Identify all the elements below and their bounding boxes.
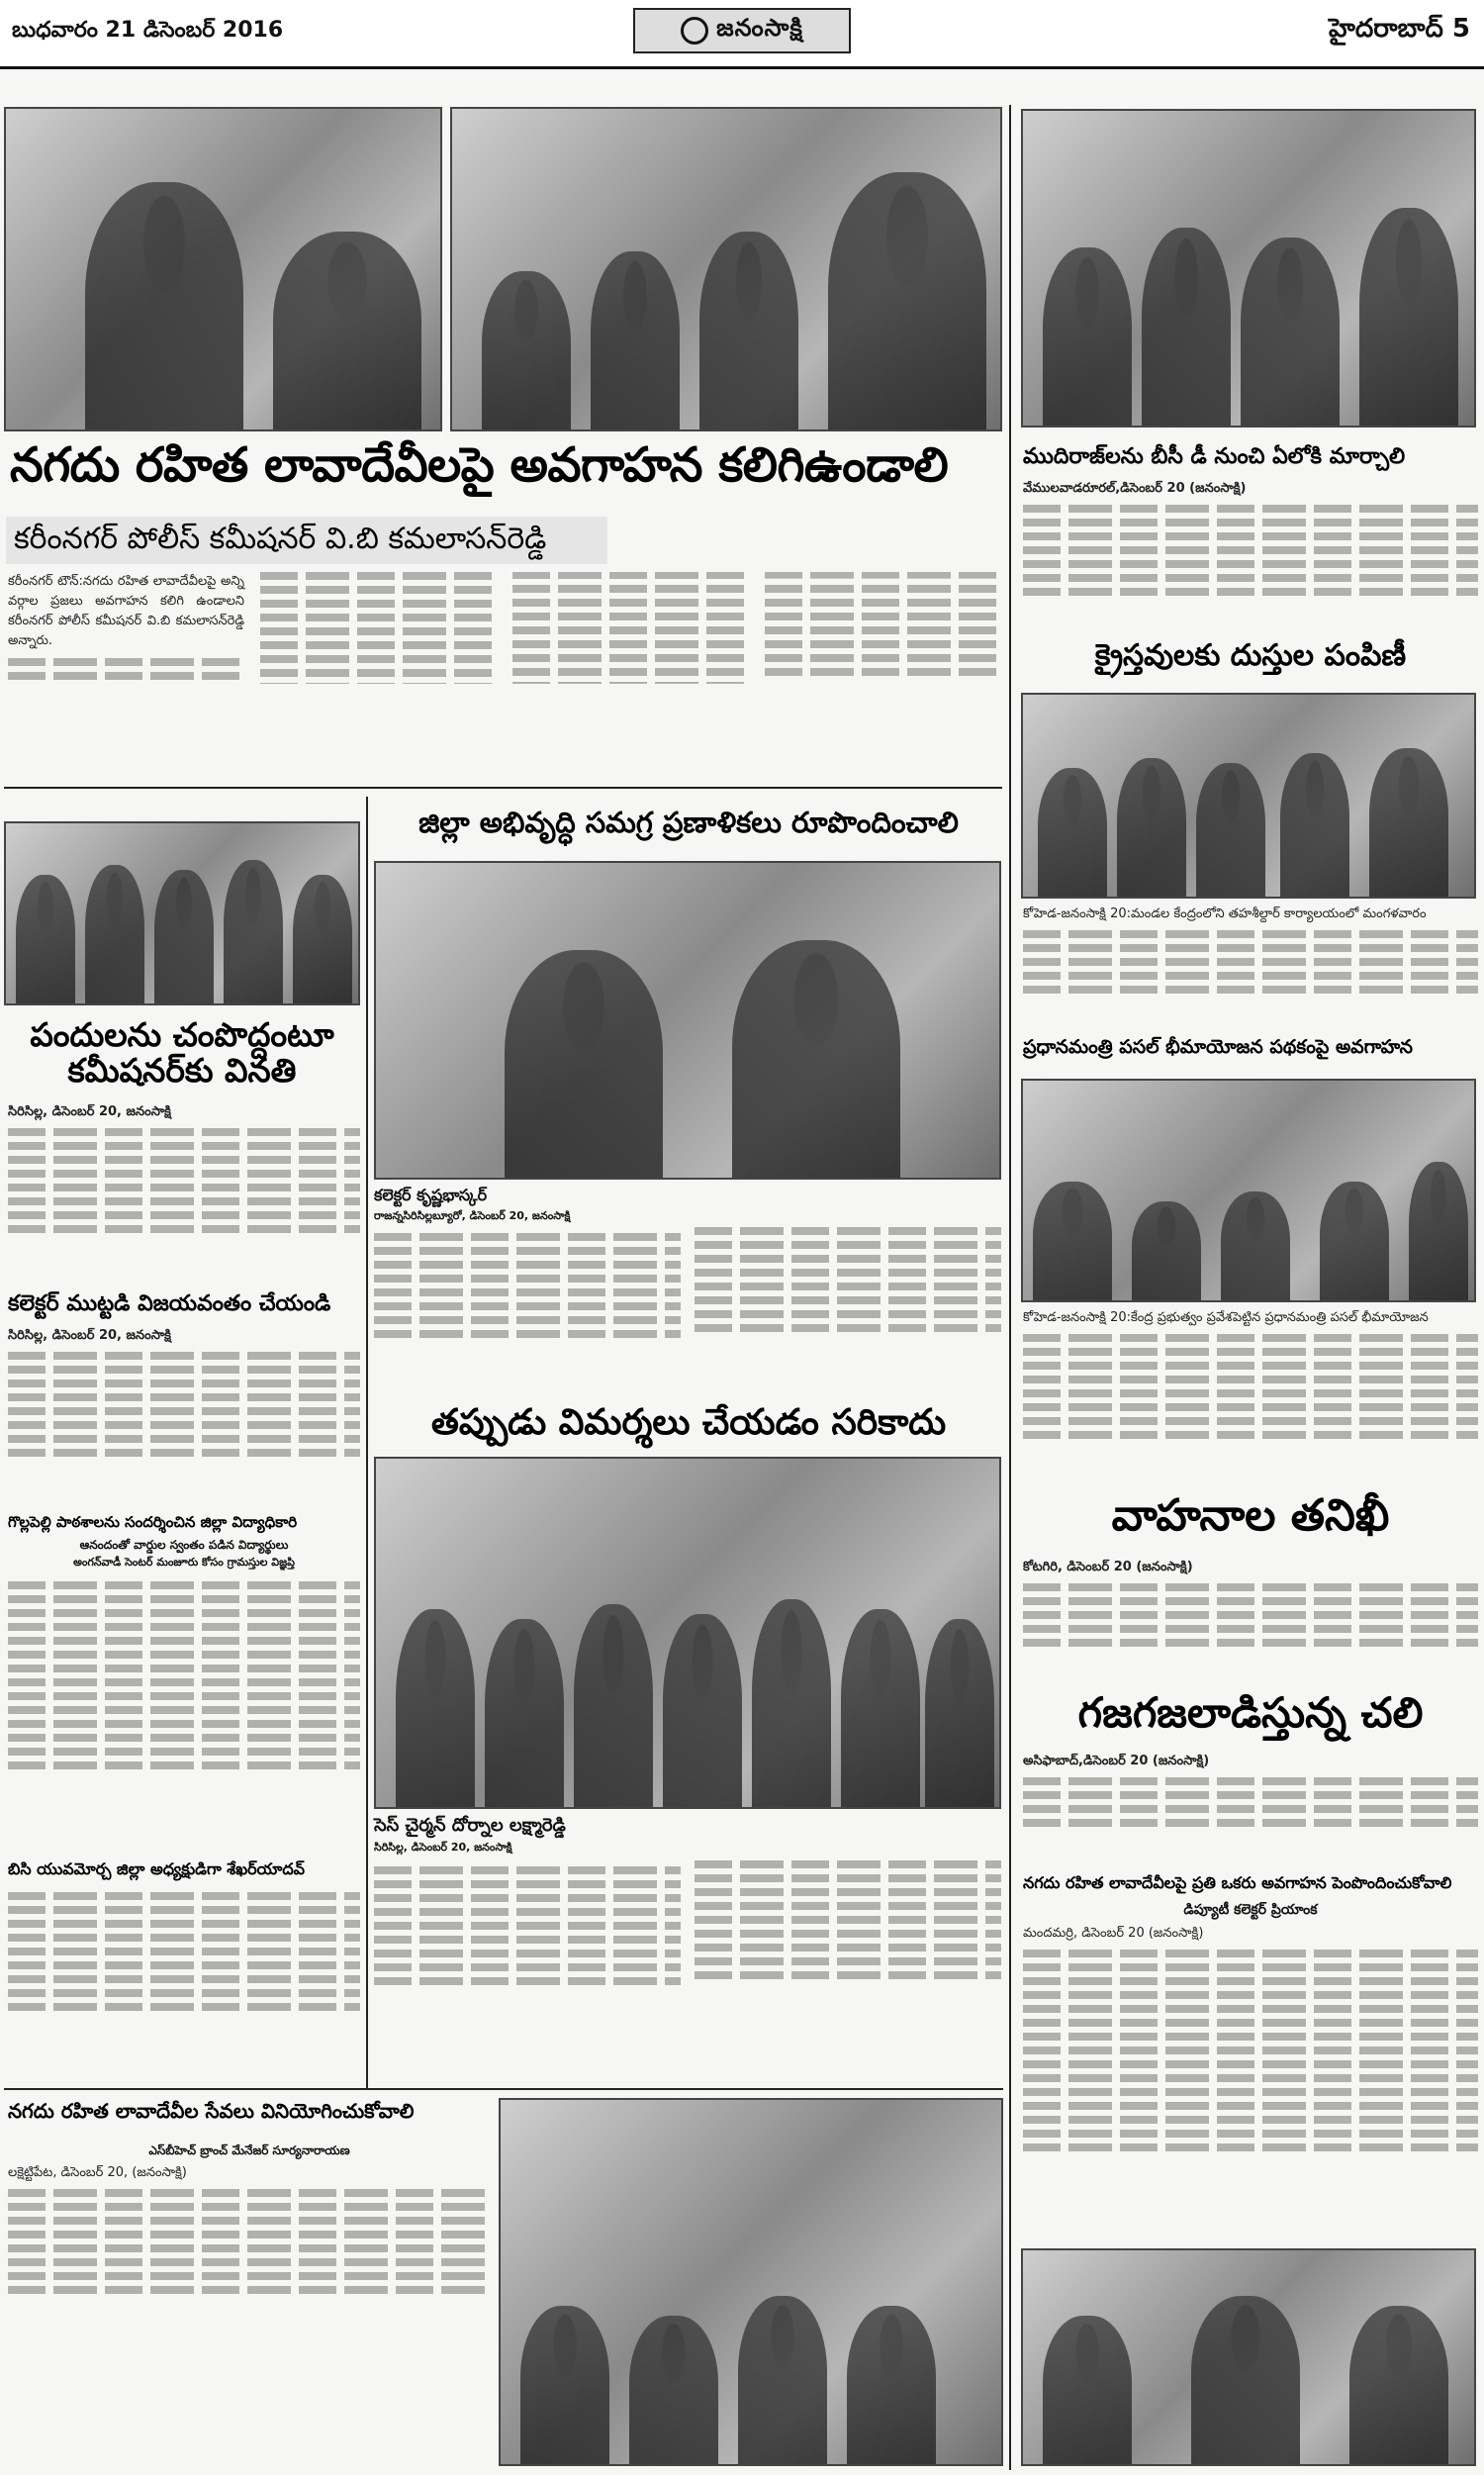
services-photo xyxy=(499,2098,1003,2466)
lead-headline: నగదు రహిత లావాదేవీలపై అవగాహన కలిగిఉండాలి xyxy=(10,437,949,493)
lead-body xyxy=(8,572,1001,778)
bjp-body xyxy=(8,1886,360,2080)
cold-body xyxy=(1023,1752,1478,1868)
criticism-photo xyxy=(374,1457,1001,1809)
vehicle-headline: వాహనాల తనిఖీ xyxy=(1111,1490,1390,1541)
vehicle-body xyxy=(1023,1558,1478,1686)
services-dateline: లక్షెట్టిపేట, డిసెంబర్ 20, (జనంసాక్షి) xyxy=(8,2165,187,2180)
district-dateline: రాజన్నసిరిసిల్లబ్యూరో, డిసెంబర్ 20, జనంసాక్షి xyxy=(374,1209,571,1222)
pigs-dateline: సిరిసిల్ల, డిసెంబర్ 20, జనంసాక్షి xyxy=(8,1104,171,1119)
mudiraj-headline: ముదిరాజ్‌లను బీసీ డీ నుంచి ఏలోకి మార్చాలి xyxy=(1023,444,1406,469)
pigs-headline: పందులను చంపొద్దంటూ కమీషనర్‌కు వినతి xyxy=(30,1015,334,1091)
district-headline: జిల్లా అభివృద్ధి సమగ్ర ప్రణాళికలు రూపొందించాలి xyxy=(418,806,959,839)
criticism-body xyxy=(374,1860,1001,2080)
page-city-number: హైదరాబాద్ 5 xyxy=(1329,14,1470,44)
school-subhead-2: అంగన్‌వాడీ సెంటర్ మంజూరు కోసం గ్రామస్తుల విజ్ఞప్తి xyxy=(73,1556,295,1569)
paper-logo xyxy=(633,8,851,53)
cold-headline: గజగజలాడిస్తున్న చలి xyxy=(1077,1688,1424,1737)
district-photo-caption: కలెక్టర్ కృష్ణభాస్కర్ xyxy=(374,1186,488,1204)
criticism-dateline: సిరిసిల్ల, డిసెంబర్ 20, జనంసాక్షి xyxy=(374,1841,512,1854)
lead-subhead: కరీంనగర్ పోలీస్ కమీషనర్ వి.బి కమలాసన్‌రెడ్డి xyxy=(14,522,547,556)
bima-dateline: కోహెడ-జనంసాక్షి 20:కేంద్ర ప్రభుత్వం ప్రవేశపెట్టిన ప్రధానమంత్రి పసల్ భీమాయోజన xyxy=(1023,1310,1429,1325)
mudiraj-dateline: వేములవాడరూరల్,డిసెంబర్ 20 (జనంసాక్షి) xyxy=(1023,481,1247,496)
mudiraj-photo xyxy=(1021,109,1476,428)
lead-body-first-para: కరీంనగర్ టౌన్:నగదు రహిత లావాదేవీలపై అన్ని వర్గాల ప్రజలు అవగాహన కలిగి ఉండాలని కరీంనగర్ పోలీస్ కమీషనర్ వి.బి కమలాసన్‌రెడ్డి అన్నారు. xyxy=(8,574,244,649)
collector-siege-body xyxy=(8,1326,360,1510)
christian-headline: క్రైస్తవులకు దుస్తుల పంపిణీ xyxy=(1094,638,1407,673)
christian-body xyxy=(1023,904,1478,1025)
bjp-headline: బిసి యువమోర్చ జిల్లా అధ్యక్షుడిగా శేఖర్‌యాదవ్ xyxy=(8,1859,306,1878)
criticism-photo-caption: సెస్ చైర్మన్ దోర్నాల లక్ష్మారెడ్డి xyxy=(374,1815,566,1836)
awareness-subhead: డిప్యూటీ కలెక్టర్ ప్రియాంక xyxy=(1183,1902,1318,1918)
lead-photo-left xyxy=(4,107,442,431)
pigs-body xyxy=(8,1102,360,1288)
bima-photo xyxy=(1021,1079,1476,1302)
bima-body xyxy=(1023,1308,1478,1484)
awareness-dateline: మందమర్రి, డిసెంబర్ 20 (జనంసాక్షి) xyxy=(1023,1926,1204,1941)
paper-name: జనంసాక్షి xyxy=(716,14,803,42)
christian-photo xyxy=(1021,693,1476,899)
criticism-headline: తప్పుడు విమర్శలు చేయడం సరికాదు xyxy=(430,1402,947,1443)
services-body xyxy=(8,2163,491,2341)
edition-date: బుధవారం 21 డిసెంబర్ 2016 xyxy=(12,18,284,43)
awareness-photo xyxy=(1021,2248,1476,2466)
collector-siege-dateline: సిరిసిల్ల, డిసెంబర్ 20, జనంసాక్షి xyxy=(8,1328,171,1343)
collector-siege-headline: కలెక్టర్ ముట్టడి విజయవంతం చేయండి xyxy=(8,1291,331,1316)
pigs-protest-photo xyxy=(4,821,360,1005)
mudiraj-body xyxy=(1023,479,1478,627)
vehicle-dateline: కోటగిరి, డిసెంబర్ 20 (జనంసాక్షి) xyxy=(1023,1560,1193,1574)
christian-dateline: కోహెడ-జనంసాక్షి 20:మండల కేంద్రంలోని తహశీల్దార్ కార్యాలయంలో మంగళవారం xyxy=(1023,906,1427,921)
awareness-body xyxy=(1023,1924,1478,2242)
district-collector-photo xyxy=(374,861,1001,1180)
bima-headline: ప్రధానమంత్రి పసల్ భీమాయోజన పథకంపై అవగాహన xyxy=(1023,1036,1413,1058)
cold-dateline: అసిఫాబాద్,డిసెంబర్ 20 (జనంసాక్షి) xyxy=(1023,1754,1210,1768)
services-subhead: ఎస్‌బీహెచ్ బ్రాంచ్ మేనేజర్ సూర్యనారాయణ xyxy=(148,2143,350,2157)
district-body xyxy=(374,1227,1001,1395)
services-headline: నగదు రహిత లావాదేవీల సేవలు వినియోగించుకోవాలి xyxy=(8,2099,415,2123)
awareness-headline: నగదు రహిత లావాదేవీలపై ప్రతి ఒకరు అవగాహన పెంపొందించుకోవాలి xyxy=(1023,1873,1452,1892)
school-headline: గొల్లపెల్లి పాఠశాలను సందర్శించిన జిల్లా విద్యాధికారి xyxy=(8,1513,298,1531)
logo-emblem-icon xyxy=(681,17,708,45)
masthead xyxy=(0,0,1484,69)
school-body xyxy=(8,1575,360,1855)
lead-photo-right xyxy=(450,107,1002,431)
school-subhead: ఆనందంతో వార్డుల స్వంతం పడిన విద్యార్థులు xyxy=(79,1538,289,1552)
